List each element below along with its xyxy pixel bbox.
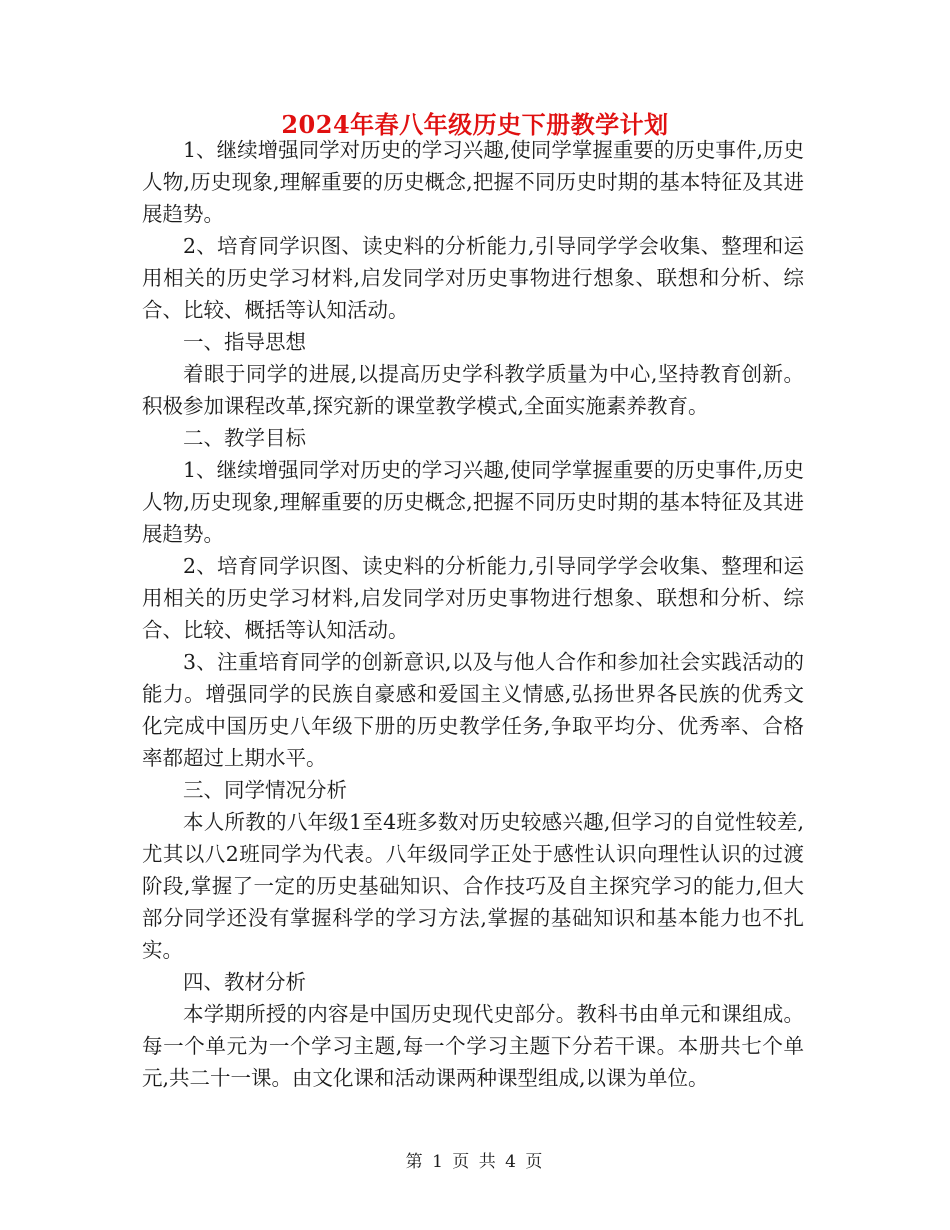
section-heading-textbook-analysis: 四、教材分析 bbox=[183, 970, 306, 994]
section-heading-student-analysis: 三、同学情况分析 bbox=[183, 778, 347, 802]
section-heading-teaching-goals: 二、教学目标 bbox=[183, 426, 306, 450]
document-title: 2024年春八年级历史下册教学计划 bbox=[281, 110, 669, 139]
page-footer: 第 1 页 共 4 页 bbox=[405, 1152, 545, 1172]
paragraph-intro-goal-2: 2、培育同学识图、读史料的分析能力,引导同学学会收集、整理和运用相关的历史学习材料,启发同学对历史事物进行想象、联想和分析、综合、比较、概括等认知活动。 bbox=[142, 234, 804, 322]
paragraph-intro-goal-1: 1、继续增强同学对历史的学习兴趣,使同学掌握重要的历史事件,历史人物,历史现象,理解重要的历史概念,把握不同历史时期的基本特征及其进展趋势。 bbox=[142, 138, 804, 226]
section-heading-guiding-thought: 一、指导思想 bbox=[183, 330, 306, 354]
paragraph-guiding-thought: 着眼于同学的进展,以提高历史学科教学质量为中心,坚持教育创新。积极参加课程改革,探究新的课堂教学模式,全面实施素养教育。 bbox=[142, 362, 804, 418]
paragraph-goal-2: 2、培育同学识图、读史料的分析能力,引导同学学会收集、整理和运用相关的历史学习材料,启发同学对历史事物进行想象、联想和分析、综合、比较、概括等认知活动。 bbox=[142, 554, 804, 642]
paragraph-student-analysis: 本人所教的八年级1至4班多数对历史较感兴趣,但学习的自觉性较差,尤其以八2班同学为代表。八年级同学正处于感性认识向理性认识的过渡阶段,掌握了一定的历史基础知识、合作技巧及自主探究学习的能力,但大部分同学还没有掌握科学的学习方法,掌握的基础知识和基本能力也不扎实。 bbox=[142, 810, 804, 962]
paragraph-textbook-analysis: 本学期所授的内容是中国历史现代史部分。教科书由单元和课组成。每一个单元为一个学习主题,每一个学习主题下分若干课。本册共七个单元,共二十一课。由文化课和活动课两种课型组成,以课为单位。 bbox=[142, 1002, 804, 1090]
paragraph-goal-3: 3、注重培育同学的创新意识,以及与他人合作和参加社会实践活动的能力。增强同学的民族自豪感和爱国主义情感,弘扬世界各民族的优秀文化完成中国历史八年级下册的历史教学任务,争取平均分、优秀率、合格率都超过上期水平。 bbox=[142, 650, 804, 770]
document-body bbox=[142, 134, 804, 1094]
paragraph-goal-1: 1、继续增强同学对历史的学习兴趣,使同学掌握重要的历史事件,历史人物,历史现象,理解重要的历史概念,把握不同历史时期的基本特征及其进展趋势。 bbox=[142, 458, 804, 546]
